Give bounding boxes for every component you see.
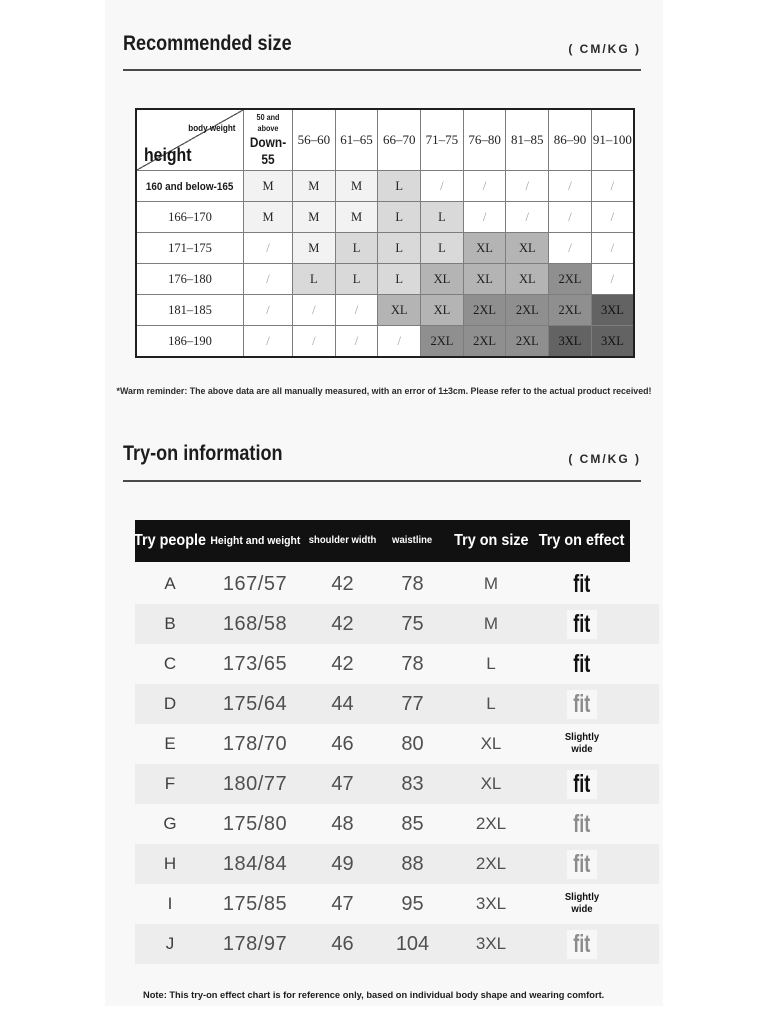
tryon-column-header [305, 520, 380, 562]
body-weight-axis-label: body weight [187, 123, 235, 133]
tryon-person: B [164, 614, 176, 633]
recommended-size-divider [123, 69, 641, 71]
size-cell: XL [506, 233, 549, 264]
tryon-info-header [123, 442, 641, 466]
tryon-size: M [483, 574, 499, 593]
content-panel [105, 0, 663, 1006]
tryon-height-weight: 167/57 [222, 572, 288, 595]
size-cell: / [591, 233, 634, 264]
size-chart-row [136, 171, 634, 202]
tryon-row [135, 804, 659, 844]
size-cell: M [244, 171, 293, 202]
tryon-size: XL [480, 734, 502, 753]
tryon-row [135, 884, 659, 924]
tryon-size: L [486, 654, 496, 673]
size-cell: / [591, 171, 634, 202]
tryon-shoulder-width: 46 [331, 932, 354, 955]
tryon-column-header [380, 520, 445, 562]
tryon-size: 2XL [475, 814, 507, 833]
weight-column-header: 61–65 [335, 109, 378, 171]
size-cell: L [378, 264, 421, 295]
tryon-size: 3XL [475, 934, 507, 953]
weight-column-header: 86–90 [549, 109, 592, 171]
tryon-person: A [164, 574, 176, 593]
tryon-column-label: Try on effect [539, 532, 625, 549]
size-cell: 2XL [549, 264, 592, 295]
size-cell: / [549, 171, 592, 202]
tryon-height-weight: 175/80 [222, 812, 288, 835]
tryon-shoulder-width: 44 [331, 692, 354, 715]
tryon-shoulder-width: 47 [331, 772, 354, 795]
tryon-row [135, 724, 659, 764]
size-chart-row [136, 264, 634, 295]
tryon-shoulder-width: 46 [331, 732, 354, 755]
size-cell: / [506, 171, 549, 202]
tryon-effect: fit [567, 850, 597, 879]
tryon-person: H [163, 854, 177, 873]
weight-column-header: 76–80 [463, 109, 506, 171]
size-cell: / [293, 295, 336, 326]
tryon-height-weight: 184/84 [222, 852, 288, 875]
tryon-row [135, 684, 659, 724]
warm-reminder-text: *Warm reminder: The above data are all manually measured, with an error of 1±3cm. Please refer to the actual product received! [116, 386, 652, 396]
tryon-info-divider [123, 480, 641, 482]
size-cell: L [335, 264, 378, 295]
size-cell: M [244, 202, 293, 233]
height-range-label: 186–190 [136, 326, 244, 358]
size-cell: / [244, 233, 293, 264]
tryon-column-label: Try people [133, 532, 207, 549]
height-range-label [136, 171, 244, 202]
tryon-size: XL [480, 774, 502, 793]
tryon-effect: fit [567, 770, 597, 799]
tryon-column-label: shoulder width [308, 535, 377, 546]
tryon-height-weight: 180/77 [222, 772, 288, 795]
tryon-info-title: Try-on information [123, 442, 283, 465]
tryon-table-rows [135, 564, 659, 964]
tryon-column-header [205, 520, 305, 562]
tryon-row [135, 564, 659, 604]
tryon-waistline: 104 [395, 932, 430, 955]
weight-column-header: 71–75 [421, 109, 464, 171]
size-cell: L [335, 233, 378, 264]
tryon-shoulder-width: 49 [331, 852, 354, 875]
size-cell: / [244, 326, 293, 358]
size-cell: XL [378, 295, 421, 326]
tryon-height-weight: 168/58 [222, 612, 288, 635]
tryon-height-weight: 175/85 [222, 892, 288, 915]
size-cell: L [378, 202, 421, 233]
tryon-column-header [135, 520, 205, 562]
size-cell: / [549, 233, 592, 264]
size-chart-row [136, 326, 634, 358]
tryon-shoulder-width: 42 [331, 612, 354, 635]
size-chart-row [136, 295, 634, 326]
size-cell: 2XL [549, 295, 592, 326]
tryon-person: F [164, 774, 176, 793]
weight-column-header [244, 109, 293, 171]
size-cell: XL [421, 295, 464, 326]
size-cell: XL [421, 264, 464, 295]
size-cell: L [293, 264, 336, 295]
tryon-column-header [445, 520, 537, 562]
tryon-row [135, 644, 659, 684]
size-cell: / [506, 202, 549, 233]
size-cell: XL [463, 264, 506, 295]
tryon-height-weight: 173/65 [222, 652, 288, 675]
size-cell: 2XL [506, 326, 549, 358]
tryon-effect-note: Slightly wide [564, 731, 600, 755]
tryon-person: J [165, 934, 175, 953]
tryon-column-label: Height and weight [209, 535, 300, 547]
weight-header-main: Down-55 [249, 134, 287, 168]
size-cell: 2XL [463, 295, 506, 326]
tryon-height-weight: 175/64 [222, 692, 288, 715]
tryon-size: M [483, 614, 499, 633]
weight-column-header: 91–100 [591, 109, 634, 171]
tryon-row [135, 764, 659, 804]
size-cell: M [293, 171, 336, 202]
size-chart-row [136, 202, 634, 233]
tryon-person: I [167, 894, 173, 913]
tryon-effect: fit [573, 569, 591, 598]
size-cell: / [463, 202, 506, 233]
tryon-waistline: 80 [401, 732, 424, 755]
tryon-effect: fit [567, 690, 597, 719]
height-axis-label: height [144, 145, 192, 165]
recommended-size-title: Recommended size [123, 32, 292, 55]
size-cell: 2XL [421, 326, 464, 358]
size-cell: 2XL [463, 326, 506, 358]
tryon-effect: fit [567, 930, 597, 959]
tryon-waistline: 83 [401, 772, 424, 795]
tryon-effect: fit [567, 610, 597, 639]
tryon-effect: fit [573, 809, 591, 838]
size-cell: M [293, 233, 336, 264]
size-cell: / [591, 202, 634, 233]
size-cell: / [293, 326, 336, 358]
height-range-label: 166–170 [136, 202, 244, 233]
size-chart-row [136, 233, 634, 264]
height-range-label: 176–180 [136, 264, 244, 295]
tryon-waistline: 77 [401, 692, 424, 715]
tryon-height-weight: 178/70 [222, 732, 288, 755]
tryon-waistline: 88 [401, 852, 424, 875]
size-cell: / [244, 264, 293, 295]
tryon-table-header-bar [135, 520, 630, 562]
size-cell: 3XL [591, 326, 634, 358]
size-cell: 3XL [549, 326, 592, 358]
height-range-text: 160 and below-165 [146, 180, 234, 193]
size-cell: M [293, 202, 336, 233]
height-weight-axis-cell [136, 109, 244, 171]
tryon-effect: fit [573, 649, 591, 678]
size-chart-header-row [136, 109, 634, 171]
size-cell: / [335, 326, 378, 358]
size-cell: XL [506, 264, 549, 295]
tryon-shoulder-width: 48 [331, 812, 354, 835]
weight-header-upper: 50 and above [256, 112, 280, 134]
tryon-height-weight: 178/97 [222, 932, 288, 955]
tryon-row [135, 924, 659, 964]
size-cell: / [549, 202, 592, 233]
recommended-size-header [123, 32, 641, 56]
tryon-person: C [163, 654, 177, 673]
tryon-shoulder-width: 42 [331, 572, 354, 595]
size-cell: L [378, 233, 421, 264]
tryon-row [135, 844, 659, 884]
size-cell: / [244, 295, 293, 326]
tryon-info-unit: ( CM/KG ) [568, 452, 641, 466]
size-cell: L [421, 202, 464, 233]
weight-column-header: 56–60 [293, 109, 336, 171]
tryon-waistline: 78 [401, 572, 424, 595]
size-cell: XL [463, 233, 506, 264]
tryon-shoulder-width: 42 [331, 652, 354, 675]
size-cell: 2XL [506, 295, 549, 326]
size-cell: / [378, 326, 421, 358]
recommended-size-unit: ( CM/KG ) [568, 42, 641, 56]
weight-column-header: 66–70 [378, 109, 421, 171]
weight-column-header: 81–85 [506, 109, 549, 171]
tryon-waistline: 75 [401, 612, 424, 635]
size-cell: M [335, 202, 378, 233]
size-cell: 3XL [591, 295, 634, 326]
tryon-row [135, 604, 659, 644]
size-cell: L [421, 233, 464, 264]
tryon-waistline: 85 [401, 812, 424, 835]
tryon-size: 3XL [475, 894, 507, 913]
tryon-column-label: Try on size [453, 532, 529, 549]
size-cell: M [335, 171, 378, 202]
height-range-label: 181–185 [136, 295, 244, 326]
tryon-person: E [164, 734, 176, 753]
size-cell: L [378, 171, 421, 202]
size-cell: / [335, 295, 378, 326]
tryon-waistline: 78 [401, 652, 424, 675]
size-cell: / [463, 171, 506, 202]
tryon-column-label: waistline [392, 535, 433, 546]
tryon-size: L [486, 694, 496, 713]
tryon-person: D [163, 694, 177, 713]
recommended-size-table [135, 108, 635, 358]
size-cell: / [421, 171, 464, 202]
height-range-label: 171–175 [136, 233, 244, 264]
tryon-footnote: Note: This try-on effect chart is for reference only, based on individual body shape and wearing comfort. [143, 990, 605, 1001]
tryon-size: 2XL [475, 854, 507, 873]
tryon-waistline: 95 [401, 892, 424, 915]
tryon-column-header [537, 520, 627, 562]
size-cell: / [591, 264, 634, 295]
tryon-person: G [163, 814, 177, 833]
tryon-shoulder-width: 47 [331, 892, 354, 915]
tryon-effect-note: Slightly wide [564, 891, 600, 915]
